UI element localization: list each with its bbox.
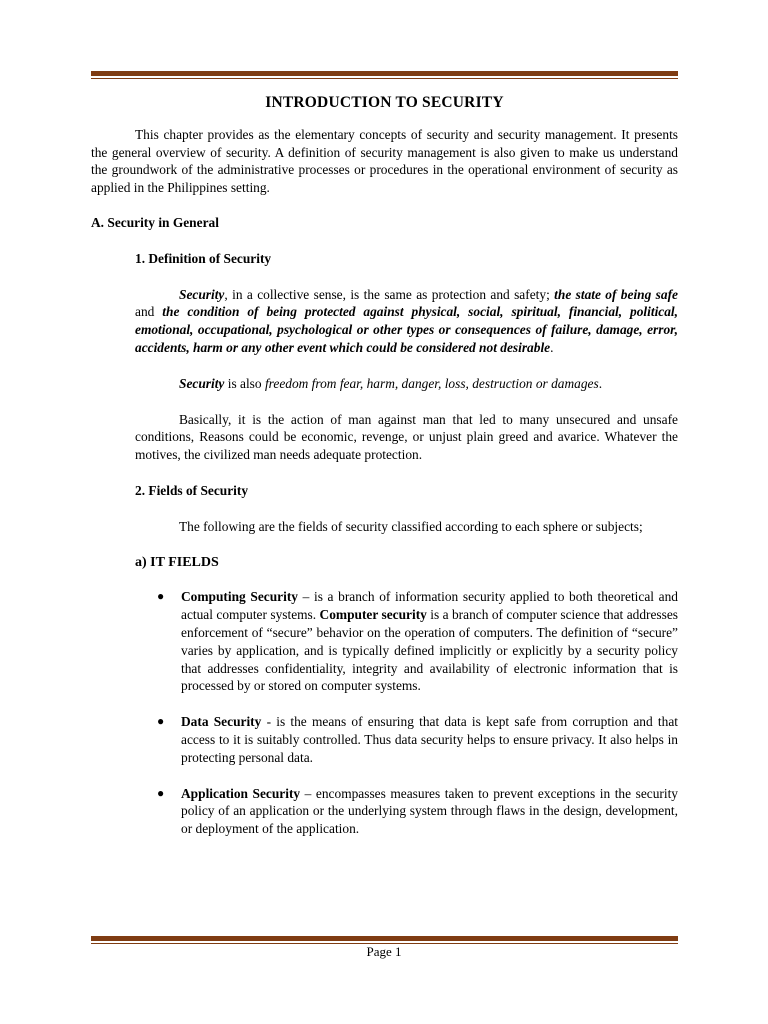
list-item-application-security [157,785,678,838]
freedom-paragraph [135,375,678,393]
freedom-text-2: . [598,375,603,391]
section-a-heading: A. Security in General [91,214,219,230]
item-term: Data Security [181,714,262,730]
item-text-2: is a branch of computer science that addresses enforcement of “secure” behavior on the operation of computers. The definition of “secure” varies by application, and is typically defined implicitly or explicitly by a security policy that addresses confidentiality, integrity and availability of electronic information that is processed by or stored on computer systems. [181,607,679,694]
definition-heading: 1. Definition of Security [135,250,272,266]
item-term: Application Security [181,785,301,801]
freedom-text-1: is also [224,375,265,391]
security-term-2: Security [179,375,225,391]
header-rule [91,71,678,79]
bullet-icon: ● [157,589,165,604]
item-text: – is a branch of information security applied to both theoretical and actual computer systems. [181,589,678,623]
item-text: – encompasses measures taken to prevent exceptions in the security policy of an application or the underlying system through flaws in the design, development, or deployment of the application. [181,785,678,837]
footer-rule [91,936,678,944]
document-page [91,94,678,838]
list-item-data-security [157,713,679,766]
page-title: INTRODUCTION TO SECURITY [265,94,504,111]
security-term: Security [179,286,225,302]
it-fields-list [157,588,679,838]
definition-emphasis-2: the condition of being protected against physical, social, spiritual, financial, political, emotional, occupational, psychological or other types or consequences of failure, damage, error, accidents, harm or any other event which could be considered not desirable [135,304,678,355]
bullet-icon: ● [157,785,165,800]
item-term-2: Computer security [319,607,427,623]
definition-text-3: . [550,339,554,355]
footer-rule-thick [91,936,678,941]
fields-heading: 2. Fields of Security [135,482,249,498]
header-rule-thick [91,71,678,76]
definition-text-1: , in a collective sense, is the same as protection and safety; [224,286,555,302]
page-number: Page 1 [366,944,402,959]
header-rule-thin [91,78,678,79]
item-text: - is the means of ensuring that data is kept safe from corruption and that access to it is suitably controlled. Thus data security helps to ensure privacy. It also helps in protecting personal data. [181,714,679,765]
basically-paragraph: Basically, it is the action of man against man that led to many unsecured and unsafe conditions, Reasons could be economic, revenge, or unjust plain greed and avarice. Whatever the motives, the civilized man needs adequate protection. [135,411,678,463]
bullet-icon: ● [157,714,165,729]
definition-emphasis-1: the state of being safe [554,286,678,302]
definition-text-2: and [135,304,163,320]
fields-intro-paragraph: The following are the fields of security classified according to each sphere or subjects; [179,518,643,534]
item-term: Computing Security [181,589,298,605]
it-fields-heading: a) IT FIELDS [135,554,219,570]
freedom-emphasis: freedom from fear, harm, danger, loss, destruction or damages [264,375,599,391]
list-item-computing-security [157,588,679,695]
intro-paragraph: This chapter provides as the elementary concepts of security and security management. It presents the general overview of security. A definition of security management is also given to make us understand the groundwork of the administrative processes or procedures in the operational environment of security as applied in the Philippines setting. [91,126,678,196]
definition-paragraph [135,286,678,357]
